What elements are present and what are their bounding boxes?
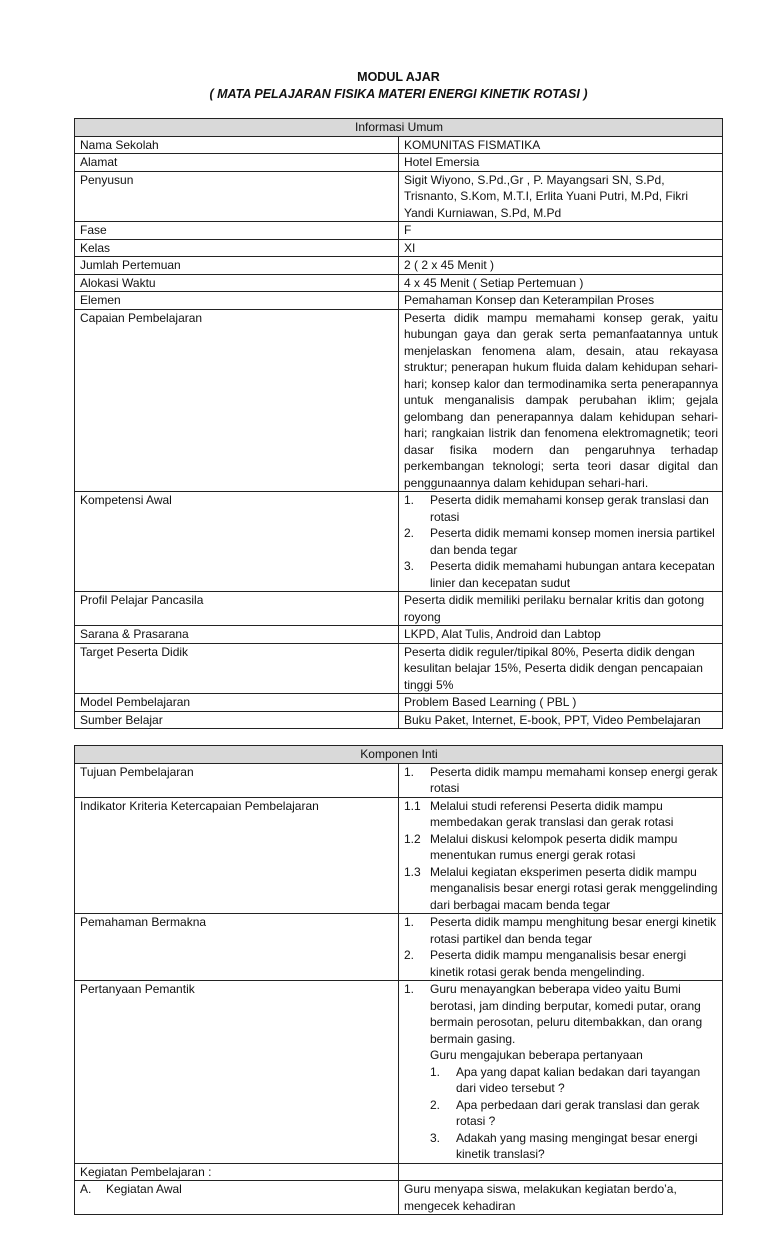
table-row <box>75 239 723 257</box>
table-row <box>75 136 723 154</box>
table-header: Komponen Inti <box>75 746 723 764</box>
row-label: Indikator Kriteria Ketercapaian Pembelajaran <box>75 797 399 914</box>
row-value: Pemahaman Konsep dan Keterampilan Proses <box>399 292 723 310</box>
list-number: 1.2 <box>404 831 421 846</box>
list-item <box>404 492 718 525</box>
row-label: Profil Pelajar Pancasila <box>75 592 399 626</box>
row-label: Target Peserta Didik <box>75 643 399 694</box>
table-row <box>75 257 723 275</box>
row-label: Fase <box>75 222 399 240</box>
row-label: Kegiatan Pembelajaran : <box>75 1163 399 1181</box>
informasi-umum-table <box>74 118 723 729</box>
table-row <box>75 1181 723 1215</box>
row-label: Kompetensi Awal <box>75 492 399 592</box>
row-label: Tujuan Pembelajaran <box>75 763 399 797</box>
list-number: 2. <box>430 1097 441 1112</box>
table-row <box>75 292 723 310</box>
list-item <box>404 831 718 864</box>
list-text: Kegiatan Awal <box>106 1182 182 1196</box>
table-row <box>75 797 723 914</box>
row-value <box>399 981 723 1164</box>
list-text: Peserta didik memahami hubungan antara kecepatan linier dan kecepatan sudut <box>430 559 715 590</box>
komponen-inti-table <box>74 745 723 1215</box>
row-label: Alokasi Waktu <box>75 274 399 292</box>
table-row <box>75 711 723 729</box>
row-label: Sumber Belajar <box>75 711 399 729</box>
list-text: Apa yang dapat kalian bedakan dari tayangan dari video tersebut ? <box>456 1064 701 1095</box>
row-label: Jumlah Pertemuan <box>75 257 399 275</box>
list-number: 1. <box>404 915 415 929</box>
row-label: Kelas <box>75 239 399 257</box>
list-item <box>404 525 718 558</box>
list-text: Adakah yang masing mengingat besar energi kinetik translasi? <box>456 1130 698 1161</box>
list-number: A. <box>80 1182 92 1196</box>
list-text: Peserta didik mampu menganalisis besar energi kinetik rotasi gerak benda mengelinding. <box>430 948 687 979</box>
table-row <box>75 492 723 592</box>
list-number: 3. <box>430 1130 441 1145</box>
list-number: 1. <box>404 493 415 507</box>
list-text: Peserta didik memami konsep momen inersia partikel dan benda tegar <box>430 526 715 557</box>
question-item <box>430 1064 718 1097</box>
list-item <box>404 947 718 980</box>
document-subtitle: ( MATA PELAJARAN FISIKA MATERI ENERGI KINETIK ROTASI ) <box>209 87 588 101</box>
list-text: Peserta didik mampu menghitung besar energi kinetik rotasi partikel dan benda tegar <box>430 915 717 946</box>
list-text: Peserta didik memahami konsep gerak translasi dan rotasi <box>430 493 709 524</box>
row-value: Peserta didik reguler/tipikal 80%, Peserta didik dengan kesulitan belajar 15%, Peserta didik dengan pencapaian tinggi 5% <box>399 643 723 694</box>
list-text: Melalui diskusi kelompok peserta didik mampu menentukan rumus energi gerak rotasi <box>430 831 678 862</box>
list-text: Melalui kegiatan eksperimen peserta didik mampu menganalisis besar energi rotasi gerak menggelinding dari berbagai macam benda tegar <box>430 864 718 912</box>
table-row <box>75 274 723 292</box>
table-row <box>75 981 723 1164</box>
list-item <box>404 914 718 947</box>
row-value <box>399 492 723 592</box>
row-value: 4 x 45 Menit ( Setiap Pertemuan ) <box>399 274 723 292</box>
table-row <box>75 171 723 222</box>
row-value: LKPD, Alat Tulis, Android dan Labtop <box>399 626 723 644</box>
row-label: Pemahaman Bermakna <box>75 914 399 981</box>
table-row <box>75 222 723 240</box>
row-value <box>399 1163 723 1181</box>
row-value <box>399 763 723 797</box>
row-value <box>399 914 723 981</box>
list-text: Melalui studi referensi Peserta didik mampu membedakan gerak translasi dan gerak rotasi <box>430 798 674 829</box>
list-number: 1. <box>404 982 415 996</box>
table-row <box>75 626 723 644</box>
row-value: 2 ( 2 x 45 Menit ) <box>399 257 723 275</box>
row-value: Problem Based Learning ( PBL ) <box>399 694 723 712</box>
table-row <box>75 643 723 694</box>
row-label: Model Pembelajaran <box>75 694 399 712</box>
list-number: 1.3 <box>404 864 421 879</box>
table-row <box>75 763 723 797</box>
document-title: MODUL AJAR <box>357 70 440 84</box>
list-item <box>404 981 718 1163</box>
table-row <box>75 309 723 492</box>
row-label: Nama Sekolah <box>75 136 399 154</box>
table-row <box>75 592 723 626</box>
row-value: Hotel Emersia <box>399 154 723 172</box>
list-item <box>404 798 718 831</box>
row-value: Peserta didik mampu memahami konsep gerak, yaitu hubungan gaya dan gerak serta pemanfaatannya untuk menjelaskan fenomena alam, desain, atau rekayasa struktur; penerapan hukum fluida dalam kehidupan sehari-hari; konsep kalor dan termodinamika serta penerapannya untuk menganalisis dampak perubahan iklim; gejala gelombang dan penerapannya dalam kehidupan sehari-hari; rangkaian listrik dan fenomena elektromagnetik; teori dasar fisika modern dan pengaruhnya terhadap perkembangan teknologi; serta teori dasar digital dan penggunaannya dalam kehidupan sehari-hari. <box>399 309 723 492</box>
row-value: KOMUNITAS FISMATIKA <box>399 136 723 154</box>
list-text: Guru menayangkan beberapa video yaitu Bumi berotasi, jam dinding berputar, komedi putar, orang bermain perosotan, peluru ditembakkan, dan orang bermain gasing. <box>430 982 703 1046</box>
table-row <box>75 1163 723 1181</box>
row-value: Buku Paket, Internet, E-book, PPT, Video Pembelajaran <box>399 711 723 729</box>
list-number: 1.1 <box>404 798 421 813</box>
list-number: 3. <box>404 559 415 573</box>
row-value: Peserta didik memiliki perilaku bernalar kritis dan gotong royong <box>399 592 723 626</box>
list-item <box>404 558 718 591</box>
row-value <box>399 797 723 914</box>
table-row <box>75 694 723 712</box>
row-value: Guru menyapa siswa, melakukan kegiatan berdo’a, mengecek kehadiran <box>399 1181 723 1215</box>
questions-intro: Guru mengajukan beberapa pertanyaan <box>430 1048 643 1062</box>
list-number: 1. <box>430 1064 441 1079</box>
question-item <box>430 1130 718 1163</box>
row-value: XI <box>399 239 723 257</box>
row-value: Sigit Wiyono, S.Pd.,Gr , P. Mayangsari SN, S.Pd, Trisnanto, S.Kom, M.T.I, Erlita Yuani Putri, M.Pd, Fikri Yandi Kurniawan, S.Pd, M.Pd <box>399 171 723 222</box>
row-label: Capaian Pembelajaran <box>75 309 399 492</box>
table-header: Informasi Umum <box>75 119 723 137</box>
list-number: 2. <box>404 948 415 962</box>
table-row <box>75 154 723 172</box>
list-item <box>404 864 718 914</box>
table-row <box>75 914 723 981</box>
list-text: Peserta didik mampu memahami konsep energi gerak rotasi <box>430 764 718 795</box>
row-label: Pertanyaan Pemantik <box>75 981 399 1164</box>
list-number: 1. <box>404 764 415 779</box>
row-label: Alamat <box>75 154 399 172</box>
row-label: Elemen <box>75 292 399 310</box>
list-number: 2. <box>404 526 415 540</box>
list-text: Apa perbedaan dari gerak translasi dan gerak rotasi ? <box>456 1097 700 1128</box>
question-item <box>430 1097 718 1130</box>
list-item <box>404 764 718 797</box>
row-label <box>75 1181 399 1215</box>
row-value: F <box>399 222 723 240</box>
row-label: Sarana & Prasarana <box>75 626 399 644</box>
row-label: Penyusun <box>75 171 399 222</box>
